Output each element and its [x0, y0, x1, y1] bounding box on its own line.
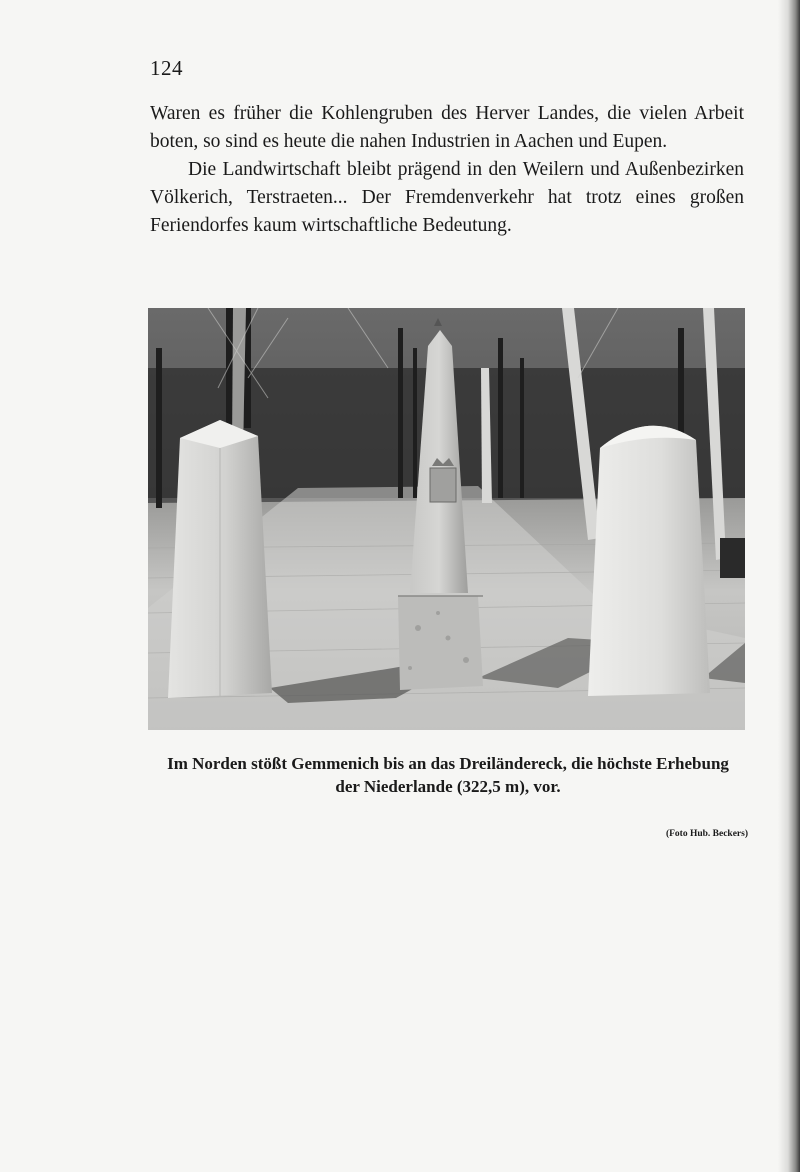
photo-credit: (Foto Hub. Beckers)	[665, 829, 748, 839]
caption-line-1: Im Norden stößt Gemmenich bis an das Dreiländereck, die höchste Erhebung	[167, 754, 729, 773]
photo-caption	[148, 752, 748, 798]
photo-border-stones	[148, 308, 745, 730]
page-number: 124	[150, 56, 183, 80]
caption-line-2: der Niederlande (322,5 m), vor.	[335, 777, 561, 796]
body-paragraph-1: Waren es früher die Kohlengruben des Herver Landes, die vielen Arbeit boten, so sind es heute die nahen Industrien in Aachen und Eupen.	[150, 103, 744, 152]
body-paragraph-2: Die Landwirtschaft bleibt prägend in den Weilern und Außenbezirken Völkerich, Terstraeten... Der Fremdenverkehr hat trotz eines großen Feriendorfes kaum wirtschaftliche Bedeutung.	[150, 159, 744, 236]
page-edge-shadow	[778, 0, 800, 1172]
